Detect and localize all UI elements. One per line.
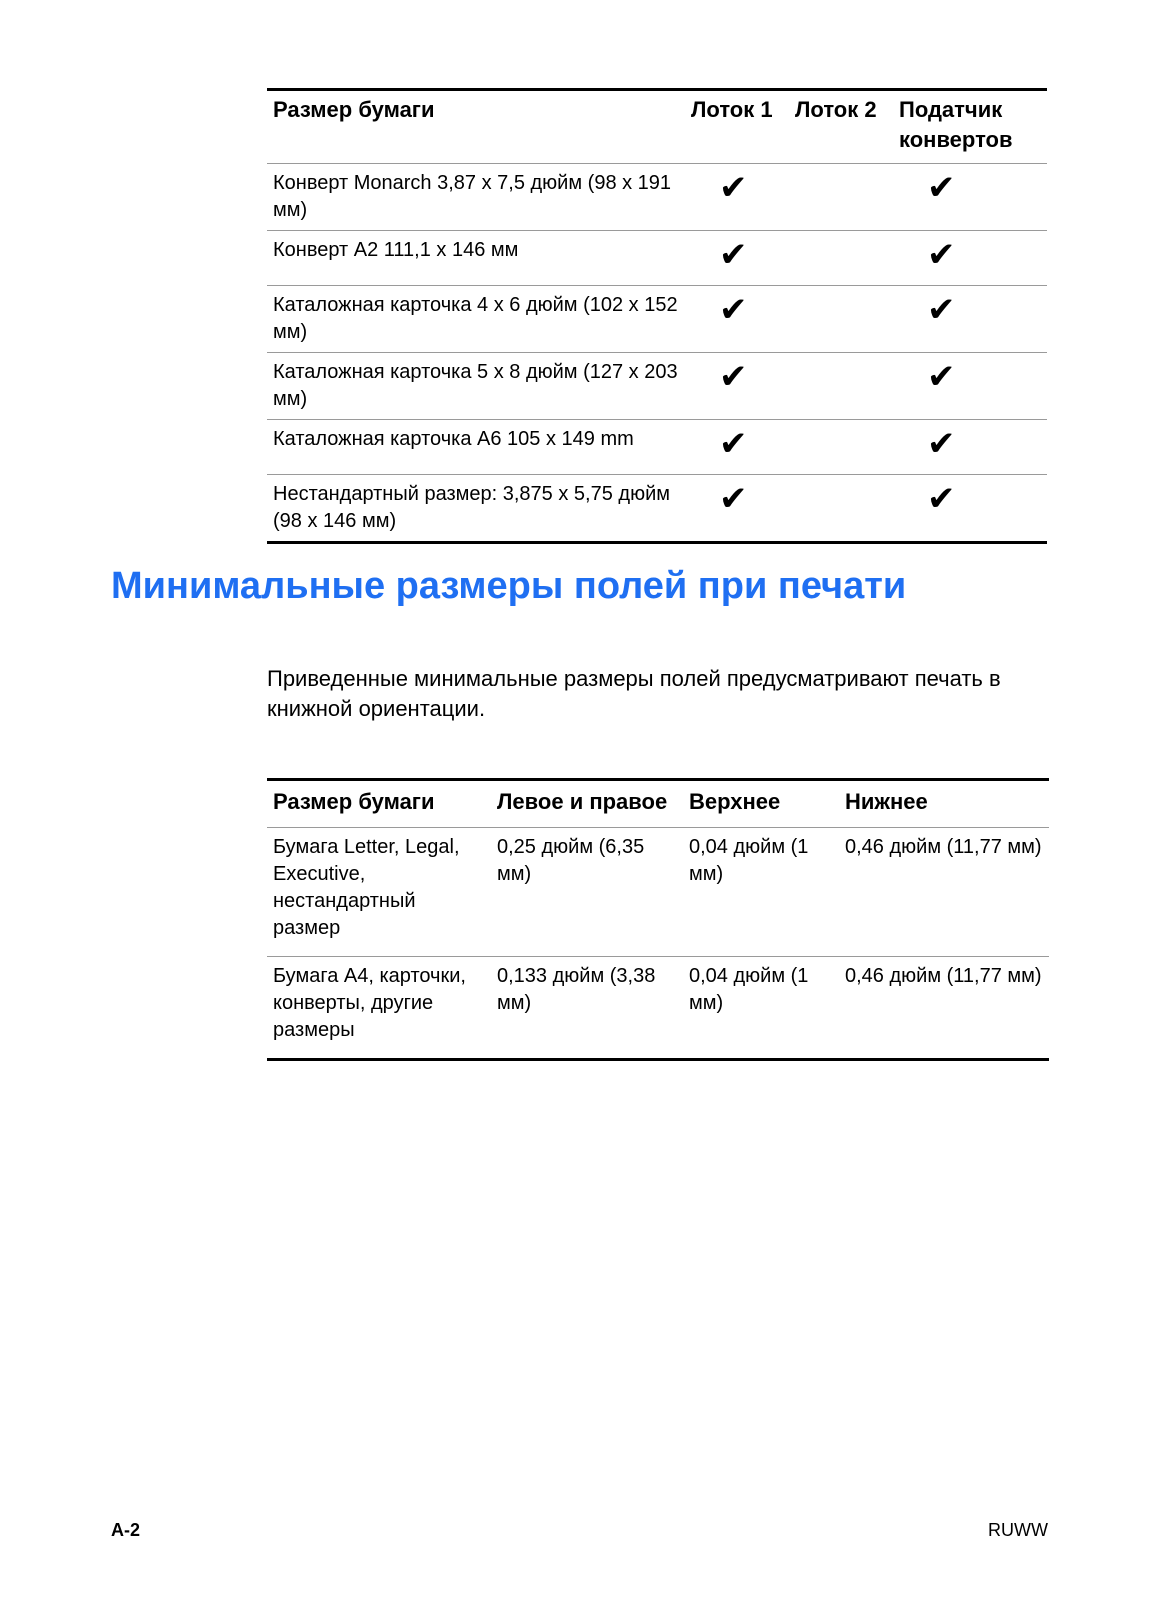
cell-paper-size: Бумага Letter, Legal, Executive, нестандартный размер bbox=[267, 828, 491, 957]
supported-sizes-table bbox=[267, 88, 1047, 544]
header-left-right: Левое и правое bbox=[491, 780, 683, 828]
empty-cell bbox=[789, 286, 893, 353]
check-mark-icon: ✔ bbox=[893, 420, 1047, 475]
page-number: A-2 bbox=[111, 1520, 141, 1540]
check-mark-icon: ✔ bbox=[685, 475, 789, 543]
locale-code: RUWW bbox=[988, 1520, 1048, 1540]
row-label: Конверт Monarch 3,87 x 7,5 дюйм (98 x 191 мм) bbox=[267, 164, 685, 231]
table-row bbox=[267, 475, 1047, 543]
header-paper-size: Размер бумаги bbox=[267, 780, 491, 828]
check-mark-icon: ✔ bbox=[685, 420, 789, 475]
header-tray-2: Лоток 2 bbox=[789, 90, 893, 164]
table-row bbox=[267, 957, 1049, 1060]
check-mark-icon: ✔ bbox=[893, 475, 1047, 543]
table-row bbox=[267, 231, 1047, 286]
margins-table bbox=[267, 778, 1049, 1061]
row-label: Каталожная карточка 4 x 6 дюйм (102 x 152 мм) bbox=[267, 286, 685, 353]
empty-cell bbox=[789, 353, 893, 420]
empty-cell bbox=[789, 231, 893, 286]
cell-top: 0,04 дюйм (1 мм) bbox=[683, 828, 839, 957]
table-header-row bbox=[267, 780, 1049, 828]
table-header-row bbox=[267, 90, 1047, 164]
table-row bbox=[267, 353, 1047, 420]
check-mark-icon: ✔ bbox=[893, 164, 1047, 231]
check-mark-icon: ✔ bbox=[685, 164, 789, 231]
empty-cell bbox=[789, 475, 893, 543]
cell-paper-size: Бумага A4, карточки, конверты, другие размеры bbox=[267, 957, 491, 1060]
empty-cell bbox=[789, 420, 893, 475]
table-row bbox=[267, 286, 1047, 353]
header-top: Верхнее bbox=[683, 780, 839, 828]
header-paper-size: Размер бумаги bbox=[267, 90, 685, 164]
row-label: Каталожная карточка A6 105 x 149 mm bbox=[267, 420, 685, 475]
row-label: Каталожная карточка 5 x 8 дюйм (127 x 203 мм) bbox=[267, 353, 685, 420]
table-row bbox=[267, 828, 1049, 957]
cell-left-right: 0,25 дюйм (6,35 мм) bbox=[491, 828, 683, 957]
table-row bbox=[267, 164, 1047, 231]
cell-bottom: 0,46 дюйм (11,77 мм) bbox=[839, 957, 1049, 1060]
header-tray-1: Лоток 1 bbox=[685, 90, 789, 164]
header-bottom: Нижнее bbox=[839, 780, 1049, 828]
cell-top: 0,04 дюйм (1 мм) bbox=[683, 957, 839, 1060]
check-mark-icon: ✔ bbox=[685, 231, 789, 286]
check-mark-icon: ✔ bbox=[685, 286, 789, 353]
row-label: Нестандартный размер: 3,875 x 5,75 дюйм (98 x 146 мм) bbox=[267, 475, 685, 543]
cell-bottom: 0,46 дюйм (11,77 мм) bbox=[839, 828, 1049, 957]
check-mark-icon: ✔ bbox=[893, 231, 1047, 286]
empty-cell bbox=[789, 164, 893, 231]
table-row bbox=[267, 420, 1047, 475]
check-mark-icon: ✔ bbox=[893, 286, 1047, 353]
cell-left-right: 0,133 дюйм (3,38 мм) bbox=[491, 957, 683, 1060]
header-envelope-feeder: Податчик конвертов bbox=[893, 90, 1047, 164]
section-title: Минимальные размеры полей при печати bbox=[111, 565, 907, 607]
check-mark-icon: ✔ bbox=[893, 353, 1047, 420]
row-label: Конверт A2 111,1 x 146 мм bbox=[267, 231, 685, 286]
intro-text: Приведенные минимальные размеры полей предусматривают печать в книжной ориентации. bbox=[267, 666, 1001, 721]
check-mark-icon: ✔ bbox=[685, 353, 789, 420]
